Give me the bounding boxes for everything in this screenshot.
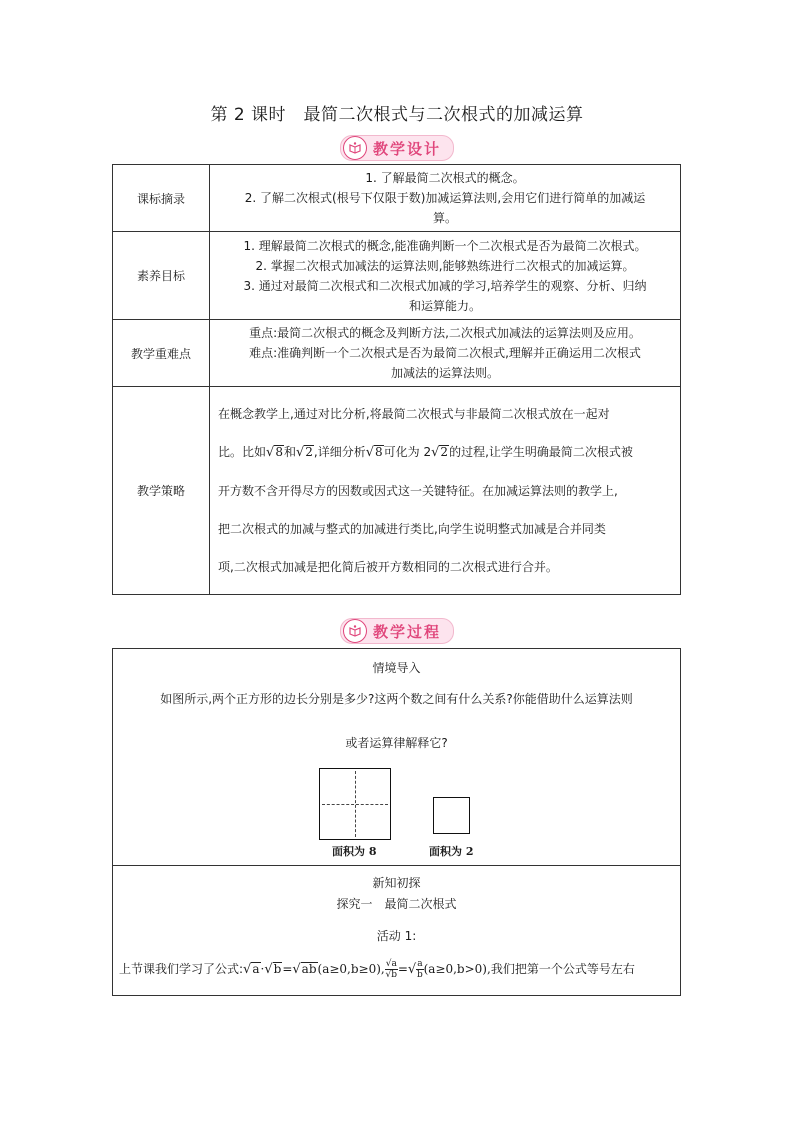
section-title: 新知初探 xyxy=(372,876,421,890)
text-span: · xyxy=(260,962,265,976)
row-content xyxy=(210,320,681,387)
radicand: a xyxy=(391,959,397,969)
radical-sign: √ xyxy=(431,445,440,460)
radical-sign: √ xyxy=(385,959,392,969)
book-icon xyxy=(343,619,367,643)
dashed-line xyxy=(322,804,388,805)
content-line: 算。 xyxy=(432,211,457,225)
formula-line xyxy=(113,959,686,980)
radicand: b xyxy=(273,962,282,976)
teaching-design-table xyxy=(112,164,681,595)
radicand: 8 xyxy=(375,445,383,459)
content-line: 把二次根式的加减与整式的加减进行类比,向学生说明整式加减是合并同类 xyxy=(218,522,606,536)
content-line: 2. 掌握二次根式加减法的运算法则,能够熟练进行二次根式的加减运算。 xyxy=(255,258,635,273)
radical-sign: √ xyxy=(264,962,273,977)
explore-title: 探究一 最简二次根式 xyxy=(336,897,457,911)
section-title: 情境导入 xyxy=(372,661,421,675)
text-span: = xyxy=(282,962,293,976)
radical-sign: √ xyxy=(407,962,417,977)
text-span: (a≥0,b≥0), xyxy=(317,962,385,976)
row-content xyxy=(210,387,681,595)
radical-sign: √ xyxy=(365,445,375,460)
radicand: 2 xyxy=(305,445,313,459)
content-line: 3. 通过对最简二次根式和二次根式加减的学习,培养学生的观察、分析、归纳 xyxy=(243,278,647,293)
row-label: 素养目标 xyxy=(113,232,210,320)
figure-caption: 面积为 2 xyxy=(429,845,474,858)
content-line: 1. 了解最简二次根式的概念。 xyxy=(365,171,525,185)
text-span: (a≥0,b>0), xyxy=(423,962,491,976)
radicand: a xyxy=(252,962,260,976)
book-icon xyxy=(343,136,367,160)
badge-label: 教学过程 xyxy=(373,622,442,641)
numerator: a xyxy=(417,959,423,969)
denominator: b xyxy=(417,970,423,980)
content-line: 1. 理解最简二次根式的概念,能准确判断一个二次根式是否为最简二次根式。 xyxy=(243,238,647,253)
row-content xyxy=(210,232,681,320)
intro-text-line: 如图所示,两个正方形的边长分别是多少?这两个数之间有什么关系?你能借助什么运算法则 xyxy=(160,692,633,706)
radicand: b xyxy=(391,970,398,980)
table-row xyxy=(113,232,681,320)
intro-text-line: 或者运算律解释它? xyxy=(345,736,448,750)
content-line: 项,二次根式加减是把化简后被开方数相同的二次根式进行合并。 xyxy=(218,560,558,574)
radical-sign: √ xyxy=(243,962,252,977)
row-content xyxy=(210,165,681,232)
large-square-figure xyxy=(319,768,391,840)
small-square-figure xyxy=(433,797,470,834)
text-span: ,详细分析 xyxy=(313,445,366,459)
figure-caption: 面积为 8 xyxy=(332,845,377,858)
teaching-process-badge xyxy=(340,618,454,644)
radical-sign: √ xyxy=(295,445,305,460)
text-span: = xyxy=(397,962,408,976)
text-span: 的过程,让学生明确最简二次根式被 xyxy=(449,445,633,459)
radicand: 2 xyxy=(440,445,449,459)
text-span: 可化为 2 xyxy=(383,445,432,459)
content-line xyxy=(218,433,676,472)
radical-sign: √ xyxy=(385,970,392,980)
row-label: 教学重难点 xyxy=(113,320,210,387)
table-row xyxy=(113,387,681,595)
table-row xyxy=(113,320,681,387)
text-span: 上节课我们学习了公式: xyxy=(119,962,244,976)
fraction xyxy=(416,959,423,980)
row-label: 课标摘录 xyxy=(113,165,210,232)
teaching-process-box xyxy=(112,648,681,996)
badge-label: 教学设计 xyxy=(373,139,442,158)
teaching-design-badge xyxy=(340,135,454,161)
content-line: 重点:最简二次根式的概念及判断方法,二次根式加减法的运算法则及应用。 xyxy=(249,326,641,340)
scenario-intro-section xyxy=(113,649,680,866)
row-label: 教学策略 xyxy=(113,387,210,595)
content-line: 在概念教学上,通过对比分析,将最简二次根式与非最简二次根式放在一起对 xyxy=(218,407,610,421)
text-span: 和 xyxy=(283,445,296,459)
activity-label: 活动 1: xyxy=(376,929,417,943)
content-line: 难点:准确判断一个二次根式是否为最简二次根式,理解并正确运用二次根式 xyxy=(249,346,641,360)
radicand: 8 xyxy=(275,445,283,459)
content-line: 和运算能力。 xyxy=(408,298,481,313)
page-title: 第 2 课时 最简二次根式与二次根式的加减运算 xyxy=(210,105,584,125)
content-line: 加减法的运算法则。 xyxy=(390,366,499,380)
text-span: 比。比如 xyxy=(218,445,267,459)
text-span: 我们把第一个公式等号左右 xyxy=(490,962,635,976)
content-line: 开方数不含开得尽方的因数或因式这一关键特征。在加减运算法则的教学上, xyxy=(218,484,618,498)
fraction xyxy=(385,959,398,980)
table-row xyxy=(113,165,681,232)
radicand: ab xyxy=(301,962,317,976)
radical-sign: √ xyxy=(266,445,275,460)
radical-sign: √ xyxy=(292,962,301,977)
content-line: 2. 了解二次根式(根号下仅限于数)加减运算法则,会用它们进行简单的加减运 xyxy=(244,191,646,205)
